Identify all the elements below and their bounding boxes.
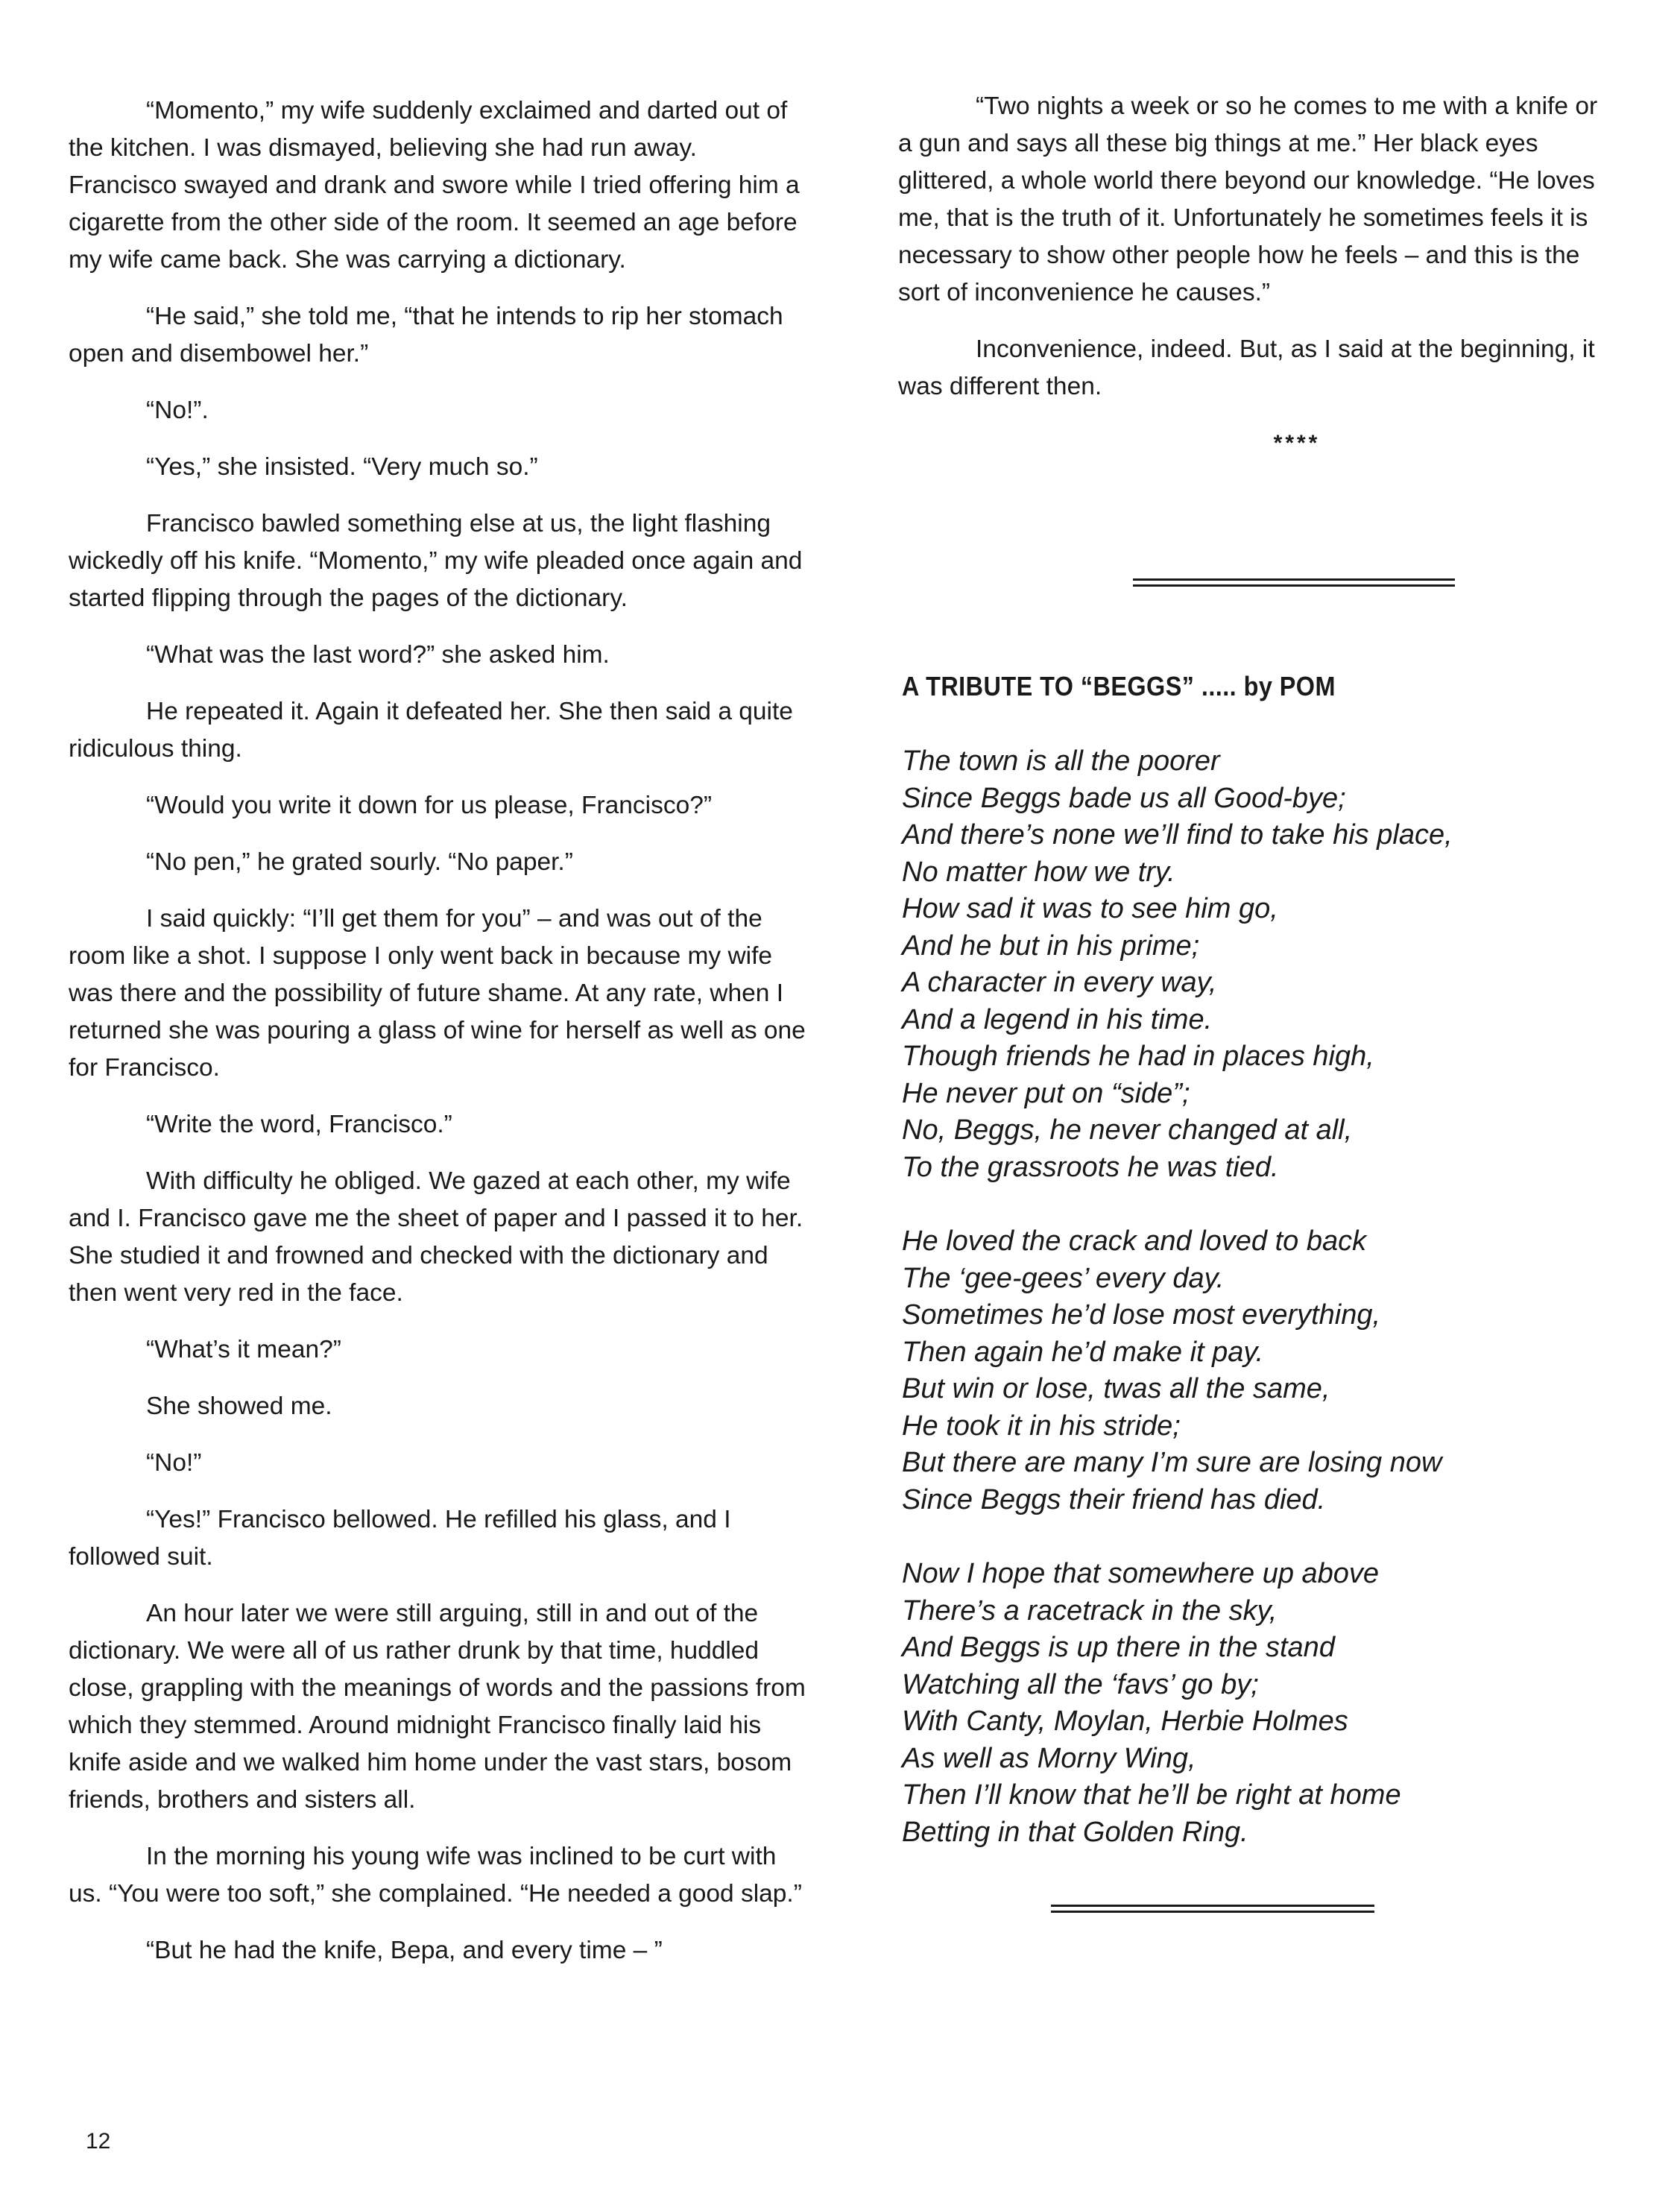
poem-stanza — [902, 1556, 1617, 1851]
story-left-column — [69, 92, 806, 1989]
poem-line: Then I’ll know that he’ll be right at home — [902, 1779, 1401, 1811]
story-paragraph: She showed me. — [146, 1392, 332, 1420]
poem-line: And Beggs is up there in the stand — [902, 1632, 1335, 1663]
story-paragraph: “Write the word, Francisco.” — [146, 1111, 452, 1138]
poem-line: And a legend in his time. — [902, 1003, 1213, 1035]
tribute-poem — [902, 743, 1617, 1888]
story-paragraph: He repeated it. Again it defeated her. She then said a quite ridiculous thing. — [69, 698, 793, 763]
poem-line: Since Beggs bade us all Good-bye; — [902, 782, 1346, 814]
story-paragraph: “Would you write it down for us please, Francisco?” — [146, 792, 713, 819]
poem-line: There’s a racetrack in the sky, — [902, 1594, 1278, 1627]
story-paragraph: “What was the last word?” she asked him. — [146, 641, 610, 669]
story-paragraph: “Two nights a week or so he comes to me with a knife or a gun and says all these big things at me.” Her black eyes glittered, a whole world there beyond our knowledge. “He loves me, that is the truth of it. Unfortunately he sometimes feels it is necessary to show other people how he feels – and this is the sort of inconvenience he causes.” — [898, 92, 1598, 306]
page-number: 12 — [86, 2129, 111, 2154]
poem-line: And there’s none we’ll find to take his place, — [902, 819, 1453, 851]
poem-line: He loved the crack and loved to back — [902, 1225, 1367, 1257]
story-paragraph: Francisco bawled something else at us, the light flashing wickedly off his knife. “Momento,” my wife pleaded once again and started flipping through the pages of the dictionary. — [69, 510, 803, 612]
story-paragraph: “But he had the knife, Bepa, and every time – ” — [146, 1937, 663, 1964]
poem-line: Since Beggs their friend has died. — [902, 1483, 1326, 1515]
story-paragraph: “What’s it mean?” — [146, 1336, 341, 1363]
poem-line: A character in every way, — [902, 967, 1217, 998]
story-paragraph: I said quickly: “I’ll get them for you” – and was out of the room like a shot. I suppose I only went back in because my wife was there and the possibility of future shame. At any rate, when I returned she was pouring a glass of wine for herself as well as one for Francisco. — [69, 905, 806, 1082]
poem-line: Though friends he had in places high, — [902, 1041, 1374, 1072]
poem-line: He took it in his stride; — [902, 1410, 1181, 1442]
poem-line: Sometimes he’d lose most everything, — [902, 1299, 1381, 1331]
story-paragraph: With difficulty he obliged. We gazed at each other, my wife and I. Francisco gave me the sheet of paper and I passed it to her. She studied it and frowned and checked with the dictionary and then went very red in the face. — [69, 1167, 803, 1307]
story-paragraph: Inconvenience, indeed. But, as I said at the beginning, it was different then. — [898, 335, 1595, 400]
poem-line: With Canty, Moylan, Herbie Holmes — [902, 1706, 1348, 1737]
poem-line: He never put on “side”; — [902, 1077, 1190, 1109]
story-paragraph: “No!”. — [146, 397, 209, 424]
poem-line: But win or lose, twas all the same, — [902, 1373, 1330, 1404]
poem-line: Now I hope that somewhere up above — [902, 1558, 1380, 1589]
section-end-mark: **** — [1273, 431, 1321, 455]
section-divider-top — [1133, 578, 1455, 581]
poem-line: No, Beggs, he never changed at all, — [902, 1114, 1353, 1146]
poem-line: As well as Morny Wing, — [902, 1742, 1196, 1774]
story-paragraph: “Yes,” she insisted. “Very much so.” — [146, 453, 538, 481]
poem-line: And he but in his prime; — [902, 930, 1200, 962]
poem-line: Watching all the ‘favs’ go by; — [902, 1668, 1259, 1700]
poem-line: The town is all the poorer — [902, 745, 1220, 777]
poem-line: How sad it was to see him go, — [902, 893, 1278, 924]
poem-line: Then again he’d make it pay. — [902, 1336, 1264, 1368]
story-paragraph: “Yes!” Francisco bellowed. He refilled his glass, and I followed suit. — [69, 1506, 731, 1571]
story-paragraph: “He said,” she told me, “that he intends to rip her stomach open and disembowel her.” — [69, 303, 783, 368]
tribute-title: A TRIBUTE TO “BEGGS” ..... by POM — [902, 671, 1336, 701]
poem-line: The ‘gee-gees’ every day. — [902, 1262, 1225, 1294]
poem-line: But there are many I’m sure are losing now — [902, 1447, 1442, 1478]
section-divider-bottom — [1051, 1905, 1374, 1907]
story-right-column — [898, 88, 1614, 461]
poem-line: No matter how we try. — [902, 856, 1175, 888]
poem-stanza — [902, 1223, 1617, 1518]
poem-line: To the grassroots he was tied. — [902, 1151, 1279, 1183]
story-paragraph: “Momento,” my wife suddenly exclaimed and darted out of the kitchen. I was dismayed, believing she had run away. Francisco swayed and drank and swore while I tried offering him a cigarette from the other side of the room. It seemed an age before my wife came back. She was carrying a dictionary. — [69, 97, 800, 274]
poem-stanza — [902, 743, 1617, 1186]
story-paragraph: In the morning his young wife was inclined to be curt with us. “You were too soft,” she complained. “He needed a good slap.” — [69, 1843, 802, 1908]
story-paragraph: An hour later we were still arguing, still in and out of the dictionary. We were all of us rather drunk by that time, huddled close, grappling with the meanings of words and the passions from which they stemmed. Around midnight Francisco finally laid his knife aside and we walked him home under the vast stars, bosom friends, brothers and sisters all. — [69, 1600, 806, 1814]
poem-line: Betting in that Golden Ring. — [902, 1816, 1248, 1848]
story-paragraph: “No!” — [146, 1449, 202, 1477]
story-paragraph: “No pen,” he grated sourly. “No paper.” — [146, 848, 573, 876]
